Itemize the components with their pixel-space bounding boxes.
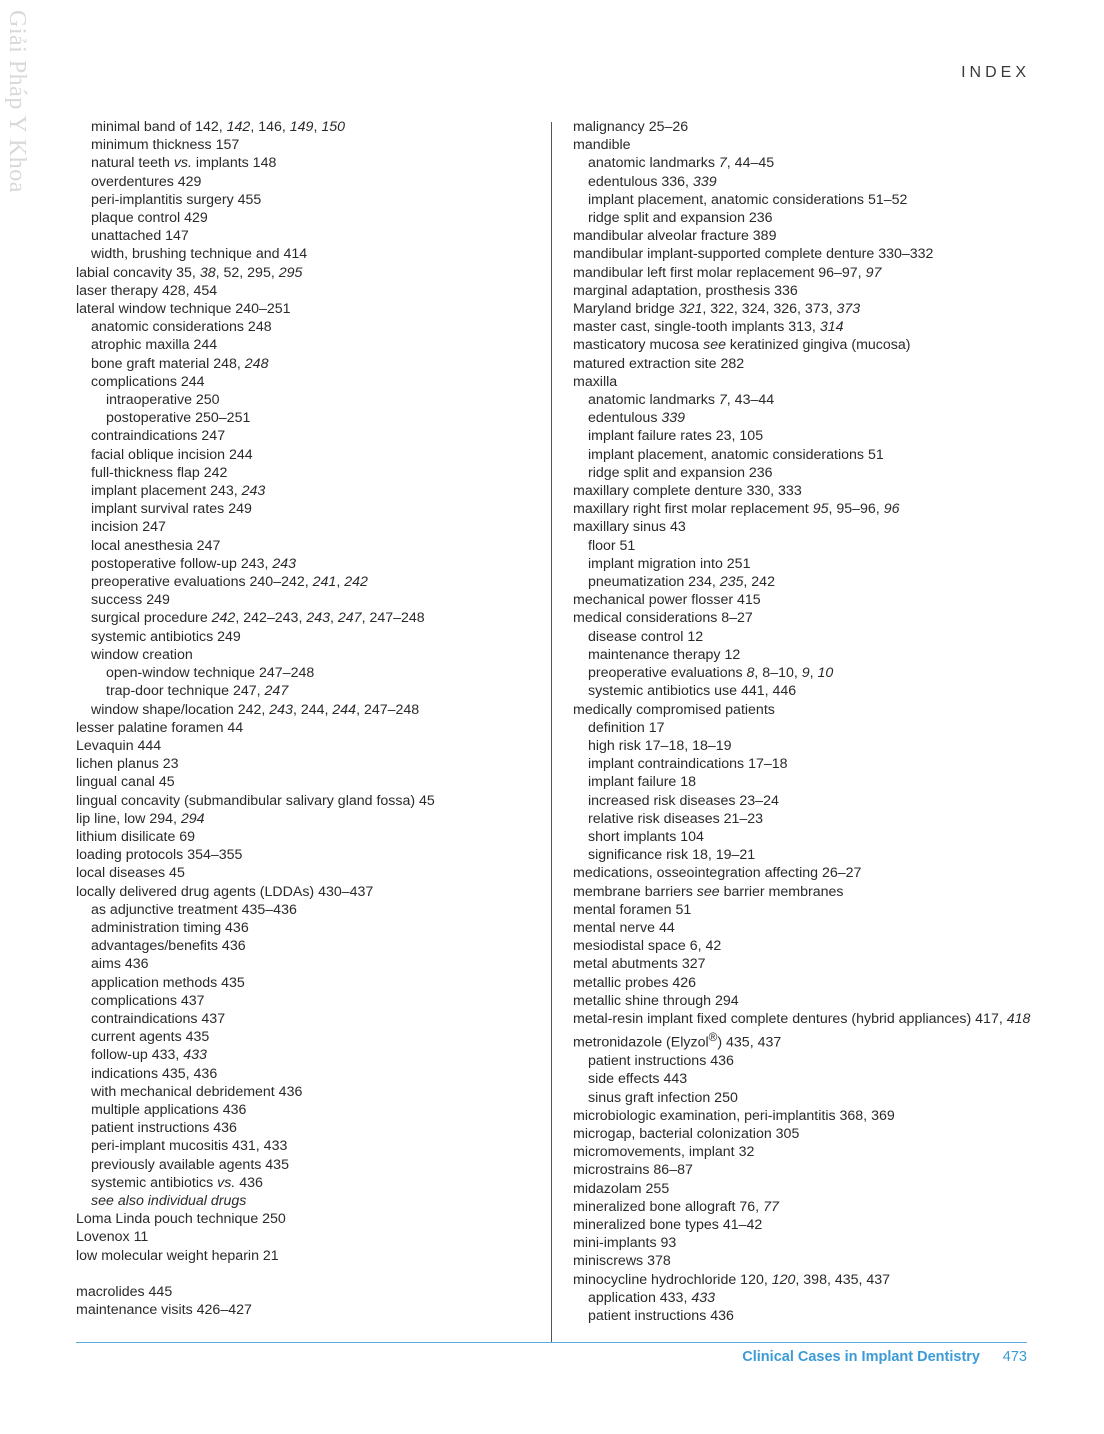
index-entry: open-window technique 247–248 xyxy=(106,665,315,682)
index-entry: overdentures 429 xyxy=(91,173,202,190)
index-entry: maintenance therapy 12 xyxy=(588,646,741,663)
index-entry: mandible xyxy=(573,137,631,154)
index-entry: microstrains 86–87 xyxy=(573,1162,693,1179)
index-entry: implant placement, anatomic considerations 51 xyxy=(588,446,884,463)
index-entry: multiple applications 436 xyxy=(91,1101,247,1118)
page-number: 473 xyxy=(1002,1349,1027,1365)
index-entry: application methods 435 xyxy=(91,974,245,991)
index-entry: metal-resin implant fixed complete dentures (hybrid appliances) 417, 418 xyxy=(573,1010,1031,1027)
index-entry: disease control 12 xyxy=(588,628,704,645)
index-entry: implant failure 18 xyxy=(588,774,697,791)
index-entry: patient instructions 436 xyxy=(588,1307,734,1324)
index-entry: loading protocols 354–355 xyxy=(76,847,243,864)
index-entry: systemic antibiotics 249 xyxy=(91,628,241,645)
index-entry: lingual canal 45 xyxy=(76,774,175,791)
index-entry: full-thickness flap 242 xyxy=(91,464,228,481)
index-entry: micromovements, implant 32 xyxy=(573,1144,755,1161)
index-entry: lingual concavity (submandibular salivary gland fossa) 45 xyxy=(76,792,435,809)
index-entry: implant survival rates 249 xyxy=(91,501,252,518)
index-entry: patient instructions 436 xyxy=(91,1120,237,1137)
index-entry: implant failure rates 23, 105 xyxy=(588,428,764,445)
index-entry: window shape/location 242, 243, 244, 244, 247–248 xyxy=(91,701,420,718)
index-entry: mandibular alveolar fracture 389 xyxy=(573,228,777,245)
index-entry: follow-up 433, 433 xyxy=(91,1047,207,1064)
index-entry: contraindications 247 xyxy=(91,428,226,445)
index-entry: mineralized bone types 41–42 xyxy=(573,1216,763,1233)
index-entry: lesser palatine foramen 44 xyxy=(76,719,244,736)
index-entry: malignancy 25–26 xyxy=(573,119,689,135)
index-entry: systemic antibiotics use 441, 446 xyxy=(588,683,797,700)
index-entry: postoperative 250–251 xyxy=(106,410,251,427)
index-entry: relative risk diseases 21–23 xyxy=(588,810,764,827)
index-entry: window creation xyxy=(91,646,193,663)
index-entry: mesiodistal space 6, 42 xyxy=(573,938,722,955)
index-entry: maxillary complete denture 330, 333 xyxy=(573,483,802,500)
index-entry: minimum thickness 157 xyxy=(91,137,240,154)
index-entry: as adjunctive treatment 435–436 xyxy=(91,901,297,918)
index-entry: maxillary right first molar replacement 95, 95–96, 96 xyxy=(573,501,900,518)
index-entry: microbiologic examination, peri-implantitis 368, 369 xyxy=(573,1107,895,1124)
index-entry: matured extraction site 282 xyxy=(573,355,745,372)
index-entry: current agents 435 xyxy=(91,1029,210,1046)
index-entry: miniscrews 378 xyxy=(573,1253,671,1270)
index-entry: application 433, 433 xyxy=(588,1289,716,1306)
index-entry: local diseases 45 xyxy=(76,865,185,882)
index-entry: mandibular implant-supported complete denture 330–332 xyxy=(573,246,934,263)
index-entry: with mechanical debridement 436 xyxy=(91,1083,303,1100)
index-entry: laser therapy 428, 454 xyxy=(76,282,218,299)
index-entry: lateral window technique 240–251 xyxy=(76,301,291,318)
index-entry: previously available agents 435 xyxy=(91,1156,289,1173)
index-entry: postoperative follow-up 243, 243 xyxy=(91,555,297,572)
index-entry: mandibular left first molar replacement 96–97, 97 xyxy=(573,264,882,281)
index-entry: bone graft material 248, 248 xyxy=(91,355,269,372)
index-entry: minocycline hydrochloride 120, 120, 398, 435, 437 xyxy=(573,1271,891,1288)
index-entry: width, brushing technique and 414 xyxy=(91,246,308,263)
index-entry: lip line, low 294, 294 xyxy=(76,810,205,827)
index-entry: systemic antibiotics vs. 436 xyxy=(91,1174,263,1191)
book-title: Clinical Cases in Implant Dentistry xyxy=(742,1349,980,1365)
index-column-left xyxy=(76,118,546,1319)
index-entry: anatomic landmarks 7, 44–45 xyxy=(588,155,775,172)
index-entry: edentulous 336, 339 xyxy=(588,173,717,190)
index-entry: definition 17 xyxy=(588,719,665,736)
index-entry: surgical procedure 242, 242–243, 243, 247, 247–248 xyxy=(91,610,425,627)
index-entry: success 249 xyxy=(91,592,170,609)
index-entry: peri-implantitis surgery 455 xyxy=(91,191,262,208)
index-entry: implant contraindications 17–18 xyxy=(588,756,788,773)
index-entry: lithium disilicate 69 xyxy=(76,828,196,845)
index-entry: membrane barriers see barrier membranes xyxy=(573,883,844,900)
index-entry: mental nerve 44 xyxy=(573,919,675,936)
index-entry: Loma Linda pouch technique 250 xyxy=(76,1211,286,1228)
index-entry: edentulous 339 xyxy=(588,410,686,427)
index-entry: short implants 104 xyxy=(588,828,704,845)
section-label: INDEX xyxy=(961,64,1030,81)
index-entry: metal abutments 327 xyxy=(573,956,706,973)
index-entry: low molecular weight heparin 21 xyxy=(76,1247,279,1264)
index-entry: marginal adaptation, prosthesis 336 xyxy=(573,282,798,299)
index-entry: labial concavity 35, 38, 52, 295, 295 xyxy=(76,264,303,281)
index-entry: indications 435, 436 xyxy=(91,1065,218,1082)
index-entry: medically compromised patients xyxy=(573,701,775,718)
index-entry: minimal band of 142, 142, 146, 149, 150 xyxy=(91,119,346,135)
index-entry: preoperative evaluations 240–242, 241, 242 xyxy=(91,574,368,591)
index-entry: intraoperative 250 xyxy=(106,392,220,409)
index-entry: ridge split and expansion 236 xyxy=(588,210,773,227)
index-entry: pneumatization 234, 235, 242 xyxy=(588,574,775,591)
index-entry: high risk 17–18, 18–19 xyxy=(588,737,732,754)
index-entry: microgap, bacterial colonization 305 xyxy=(573,1125,800,1142)
index-entry: implant placement, anatomic considerations 51–52 xyxy=(588,191,908,208)
index-entry: patient instructions 436 xyxy=(588,1053,734,1070)
index-entry: Maryland bridge 321, 322, 324, 326, 373, 373 xyxy=(573,301,861,318)
index-entry: anatomic considerations 248 xyxy=(91,319,272,336)
index-entry: master cast, single-tooth implants 313, 314 xyxy=(573,319,844,336)
index-entry: macrolides 445 xyxy=(76,1283,173,1300)
index-entry: lichen planus 23 xyxy=(76,756,179,773)
index-entry: Levaquin 444 xyxy=(76,737,162,754)
index-entry: anatomic landmarks 7, 43–44 xyxy=(588,392,775,409)
index-entry: trap-door technique 247, 247 xyxy=(106,683,289,700)
column-divider xyxy=(551,122,552,1342)
footer-rule xyxy=(76,1342,1027,1343)
index-entry: metronidazole (Elyzol®) 435, 437 xyxy=(573,1030,782,1051)
index-entry: medications, osseointegration affecting 26–27 xyxy=(573,865,862,882)
index-entry: mini-implants 93 xyxy=(573,1235,677,1252)
index-entry: facial oblique incision 244 xyxy=(91,446,253,463)
index-entry: implant migration into 251 xyxy=(588,555,751,572)
index-entry: ridge split and expansion 236 xyxy=(588,464,773,481)
index-entry: aims 436 xyxy=(91,956,149,973)
index-entry: advantages/benefits 436 xyxy=(91,938,246,955)
index-column-right xyxy=(573,118,1035,1325)
index-entry: maintenance visits 426–427 xyxy=(76,1302,252,1319)
index-entry: maxillary sinus 43 xyxy=(573,519,686,536)
index-entry: complications 437 xyxy=(91,992,205,1009)
index-entry: implant placement 243, 243 xyxy=(91,483,266,500)
index-entry: metallic shine through 294 xyxy=(573,992,739,1009)
index-entry: increased risk diseases 23–24 xyxy=(588,792,779,809)
index-entry: medical considerations 8–27 xyxy=(573,610,753,627)
index-entry: incision 247 xyxy=(91,519,166,536)
index-entry: atrophic maxilla 244 xyxy=(91,337,218,354)
index-entry: administration timing 436 xyxy=(91,919,249,936)
index-entry: mental foramen 51 xyxy=(573,901,692,918)
index-entry: natural teeth vs. implants 148 xyxy=(91,155,277,172)
index-entry: contraindications 437 xyxy=(91,1010,226,1027)
index-entry: floor 51 xyxy=(588,537,636,554)
index-entry: see also individual drugs xyxy=(91,1192,247,1209)
index-entry: plaque control 429 xyxy=(91,210,208,227)
index-entry: mechanical power flosser 415 xyxy=(573,592,761,609)
index-entry: locally delivered drug agents (LDDAs) 430–437 xyxy=(76,883,374,900)
index-entry: midazolam 255 xyxy=(573,1180,670,1197)
index-entry: significance risk 18, 19–21 xyxy=(588,847,756,864)
index-entry: Lovenox 11 xyxy=(76,1229,149,1246)
index-entry: mineralized bone allograft 76, 77 xyxy=(573,1198,779,1215)
index-entry: local anesthesia 247 xyxy=(91,537,221,554)
index-entry: masticatory mucosa see keratinized gingiva (mucosa) xyxy=(573,337,911,354)
index-entry: peri-implant mucositis 431, 433 xyxy=(91,1138,288,1155)
index-entry: preoperative evaluations 8, 8–10, 9, 10 xyxy=(588,665,834,682)
index-entry: metallic probes 426 xyxy=(573,974,697,991)
index-entry: unattached 147 xyxy=(91,228,189,245)
watermark-text: Giải Pháp Y Khoa xyxy=(4,10,30,193)
index-entry: complications 244 xyxy=(91,373,205,390)
index-entry: maxilla xyxy=(573,373,618,390)
index-entry: side effects 443 xyxy=(588,1071,688,1088)
index-entry: sinus graft infection 250 xyxy=(588,1089,738,1106)
